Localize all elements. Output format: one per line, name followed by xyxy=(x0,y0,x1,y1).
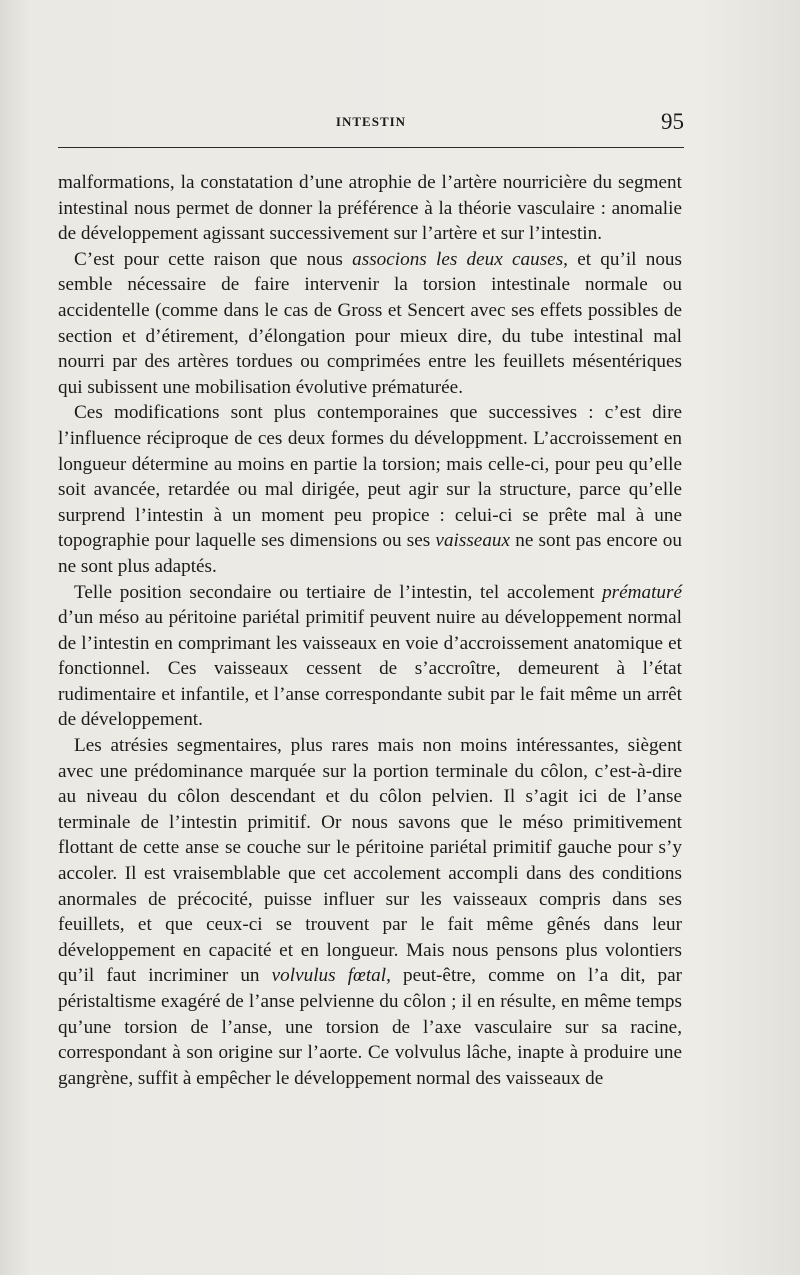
page-header xyxy=(58,109,684,136)
header-rule xyxy=(58,147,684,148)
paragraph: C’est pour cette raison que nous associons les deux causes, et qu’il nous semble nécessaire de faire intervenir la torsion intestinale normale ou accidentelle (comme dans le cas de Gross et Sencert avec ses effets possibles de section et d’étirement, d’élongation pour mieux dire, du tube intestinal mal nourri par des artères tordues ou comprimées entre les feuillets mésentériques qui subissent une mobilisation évolutive prématurée. xyxy=(58,248,682,398)
emphasis: associons les deux causes xyxy=(352,248,564,270)
paragraph: malformations, la constatation d’une atrophie de l’artère nourricière du segment intestinal nous permet de donner la préférence à la théorie vasculaire : anomalie de développement agissant successivement sur l’artère et sur l’intestin. xyxy=(58,172,682,245)
body-text xyxy=(58,170,682,1091)
paragraph: Les atrésies segmentaires, plus rares mais non moins intéressantes, siègent avec une prédominance marquée sur la portion terminale du côlon, c’est-à-dire au niveau du côlon descendant et du côlon pelvien. Il s’agit ici de l’anse terminale de l’intestin primitif. Or nous savons que le méso primitivement flottant de cette anse se couche sur le péritoine pariétal primitif gauche pour s’y accoler. Il est vraisemblable que cet accolement accompli dans des conditions anormales de précocité, puisse influer sur les vaisseaux compris dans ses feuillets, et que ceux-ci se trouvent par le fait même gênés dans leur développement en capacité et en longueur. Mais nous pensons plus volontiers qu’il faut incriminer un volvulus fœtal, peut-être, comme on l’a dit, par péristaltisme exagéré de l’anse pelvienne du côlon ; il en résulte, en même temps qu’une torsion de l’anse, une torsion de l’axe vasculaire sur sa racine, correspondant à son origine sur l’aorte. Ce volvulus lâche, inapte à produire une gangrène, suffit à empêcher le développement normal des vaisseaux de xyxy=(58,735,682,1089)
emphasis: vaisseaux xyxy=(435,530,511,552)
emphasis: volvulus fœtal xyxy=(271,965,387,987)
page-number: 95 xyxy=(661,109,684,134)
paragraph: Telle position secondaire ou tertiaire de l’intestin, tel accolement prématuré d’un méso au péritoine pariétal primitif peuvent nuire au développement normal de l’intestin en comprimant les vaisseaux en voie d’accroissement anatomique et fonctionnel. Ces vaisseaux cessent de s’accroître, demeurent à l’état rudimentaire et infantile, et l’anse correspondante subit par le fait même un arrêt de développement. xyxy=(58,581,682,731)
emphasis: prématuré xyxy=(602,581,682,603)
paragraph: Ces modifications sont plus contemporaines que successives : c’est dire l’influence réciproque de ces deux formes du développment. L’accroissement en longueur détermine au moins en partie la torsion; mais celle-ci, pour peu qu’elle soit avancée, retardée ou mal dirigée, peut agir sur la structure, parce qu’elle surprend l’intestin à un moment peu propice : celui-ci se prête mal à une topographie pour laquelle ses dimensions ou ses vaisseaux ne sont pas encore ou ne sont plus adaptés. xyxy=(58,402,682,577)
running-title: INTESTIN xyxy=(335,114,407,129)
